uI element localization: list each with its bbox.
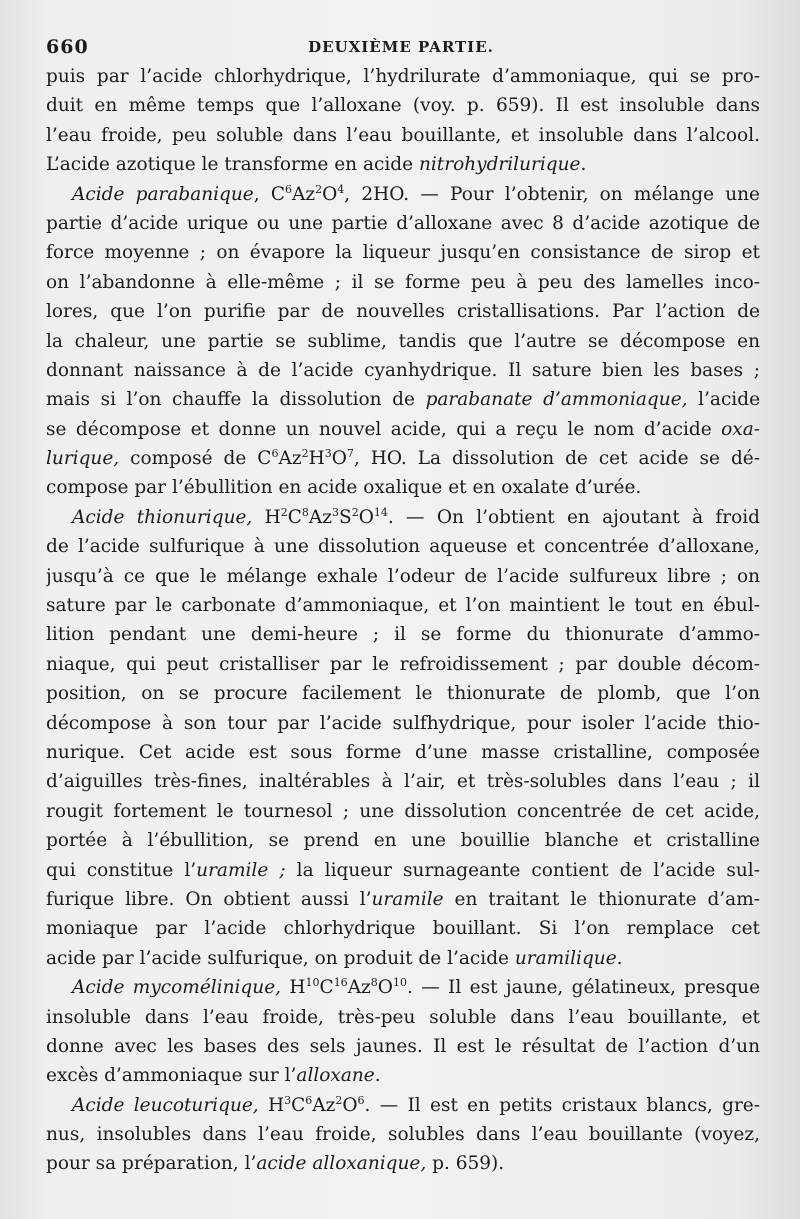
text-line [46, 91, 760, 120]
italic-term: oxa- [721, 418, 760, 440]
text-segment: C [291, 1094, 306, 1116]
text-segment: p. 659). [426, 1153, 505, 1175]
formula-superscript: 3 [324, 446, 332, 460]
text-segment: de l’acide sulfurique à une dissolution aqueuse et concentrée d’alloxane, [46, 536, 760, 558]
text-line [46, 532, 760, 561]
text-segment: portée à l’ébullition, se prend en une bouillie blanche et cristalline [46, 830, 760, 852]
text-segment: L’acide azotique le transforme en acide [46, 154, 419, 176]
text-segment: la liqueur surnageante contient de l’acide sul- [285, 859, 760, 881]
text-segment: , HO. La dissolution de cet acide se dé- [353, 448, 760, 470]
formula-superscript: 8 [370, 975, 378, 989]
text-line [46, 562, 760, 591]
text-segment: H [258, 1094, 285, 1116]
italic-term: Acide parabanique [72, 183, 254, 205]
text-line [46, 973, 760, 1002]
text-line [46, 62, 760, 91]
text-segment: partie d’acide urique ou une partie d’alloxane avec 8 d’acide azotique de [46, 212, 760, 234]
text-segment: H [252, 506, 281, 528]
text-segment: C [319, 977, 334, 999]
text-segment: O [322, 183, 338, 205]
text-line [46, 327, 760, 356]
text-segment: moniaque par l’acide chlorhydrique bouillant. Si l’on remplace cet [46, 918, 760, 940]
text-line [46, 1061, 760, 1090]
text-line [46, 591, 760, 620]
text-segment: lores, que l’on purifie par de nouvelles cristallisations. Par l’action de [46, 301, 760, 323]
formula-superscript: 2 [280, 505, 288, 519]
formula-superscript: 6 [357, 1093, 365, 1107]
formula-superscript: 14 [373, 505, 388, 519]
formula-superscript: 16 [333, 975, 348, 989]
text-segment: puis par l’acide chlorhydrique, l’hydrilurate d’ammoniaque, qui se pro- [46, 66, 760, 87]
italic-term: Acide mycomélinique, [72, 977, 282, 999]
text-segment: , 2HO. — Pour l’obtenir, on mélange une [344, 183, 760, 205]
page-number: 660 [46, 36, 89, 58]
text-line [46, 650, 760, 679]
text-line [46, 1149, 760, 1178]
formula-superscript: 10 [392, 975, 407, 989]
text-segment: nurique. Cet acide est sous forme d’une masse cristalline, composée [46, 741, 760, 763]
text-segment: l’eau froide, peu soluble dans l’eau bouillante, et insoluble dans l’alcool. [46, 124, 760, 146]
text-line [46, 738, 760, 767]
text-line [46, 797, 760, 826]
text-segment: décompose à son tour par l’acide sulfhydrique, pour isoler l’acide thio- [46, 712, 760, 734]
italic-term: nitrohydrilurique [418, 154, 581, 176]
formula-superscript: 2 [301, 446, 309, 460]
text-segment: . — Il est en petits cristaux blancs, gre- [364, 1094, 760, 1116]
text-segment: . [616, 947, 623, 969]
text-segment: Az [278, 448, 302, 470]
italic-term: uramilique [514, 947, 617, 969]
text-segment: excès d’ammoniaque sur l’ [46, 1065, 297, 1087]
formula-superscript: 2 [315, 182, 323, 196]
text-segment: force moyenne ; on évapore la liqueur jusqu’en consistance de sirop et [46, 242, 760, 264]
text-segment: jusqu’à ce que le mélange exhale l’odeur de l’acide sulfureux libre ; on [46, 565, 760, 587]
text-line [46, 503, 760, 532]
text-segment: . — On l’obtient en ajoutant à froid [387, 506, 760, 528]
text-line [46, 150, 760, 179]
text-segment: H [281, 977, 306, 999]
text-segment: compose par l’ébullition en acide oxalique et en oxalate d’urée. [46, 477, 642, 499]
text-segment: O [377, 977, 393, 999]
text-segment: . [580, 154, 587, 176]
text-line [46, 444, 760, 473]
text-line [46, 356, 760, 385]
text-segment: niaque, qui peut cristalliser par le refroidissement ; par double décom- [46, 653, 760, 675]
text-line [46, 385, 760, 414]
formula-superscript: 3 [332, 505, 340, 519]
formula-superscript: 8 [301, 505, 309, 519]
italic-term: Acide thionurique, [72, 506, 253, 528]
text-line [46, 914, 760, 943]
formula-superscript: 7 [346, 446, 354, 460]
text-segment: insoluble dans l’eau froide, très-peu soluble dans l’eau bouillante, et [46, 1006, 760, 1028]
text-segment: acide par l’acide sulfurique, on produit de l’acide [46, 947, 515, 969]
text-line [46, 1120, 760, 1149]
text-segment: composé de C [119, 448, 272, 470]
text-line [46, 709, 760, 738]
text-line [46, 1032, 760, 1061]
text-segment: Az [291, 183, 316, 205]
body-text [46, 62, 760, 1179]
italic-term: alloxane [296, 1065, 375, 1087]
text-line [46, 473, 760, 502]
text-segment: en traitant le thionurate d’am- [443, 888, 760, 910]
text-segment: . — Il est jaune, gélatineux, presque [406, 977, 760, 999]
formula-superscript: 2 [351, 505, 359, 519]
text-segment: la chaleur, une partie se sublime, tandis que l’autre se décompose en [46, 330, 760, 352]
formula-superscript: 4 [337, 182, 345, 196]
italic-term: Acide leucoturique, [72, 1094, 259, 1116]
text-segment: Az [308, 506, 333, 528]
text-line [46, 856, 760, 885]
running-head: DEUXIÈME PARTIE. [308, 38, 494, 56]
text-line [46, 297, 760, 326]
text-segment: position, on se procure facilement le thionurate de plomb, que l’on [46, 683, 760, 705]
italic-term: lurique, [46, 448, 120, 470]
text-line [46, 238, 760, 267]
text-line [46, 679, 760, 708]
text-segment: O [342, 1094, 358, 1116]
text-segment: , C [253, 183, 285, 205]
text-line [46, 885, 760, 914]
text-line [46, 209, 760, 238]
italic-term: uramile ; [196, 859, 286, 881]
italic-term: uramile [371, 888, 444, 910]
text-segment: O [331, 448, 347, 470]
text-segment: furique libre. On obtient aussi l’ [46, 888, 372, 910]
formula-superscript: 2 [335, 1093, 343, 1107]
text-segment: mais si l’on chauffe la dissolution de [46, 389, 426, 411]
text-segment: l’acide [687, 389, 760, 411]
text-segment: C [287, 506, 302, 528]
text-segment: rougit fortement le tournesol ; une dissolution concentrée de cet acide, [46, 800, 760, 822]
text-segment: se décompose et donne un nouvel acide, qui a reçu le nom d’acide [46, 418, 722, 440]
formula-superscript: 3 [284, 1093, 292, 1107]
text-segment: Az [312, 1094, 336, 1116]
text-segment: duit en même temps que l’alloxane (voy. p. 659). Il est insoluble dans [46, 95, 760, 117]
text-segment: pour sa préparation, l’ [46, 1153, 257, 1175]
page-header [46, 36, 756, 60]
text-segment: donnant naissance à de l’acide cyanhydrique. Il sature bien les bases ; [46, 359, 760, 381]
text-segment: S [339, 506, 352, 528]
text-segment: Az [347, 977, 371, 999]
text-segment: sature par le carbonate d’ammoniaque, et l’on maintient le tout en ébul- [46, 595, 760, 617]
text-line [46, 1003, 760, 1032]
text-segment: donne avec les bases des sels jaunes. Il est le résultat de l’action d’un [46, 1035, 760, 1057]
text-segment: d’aiguilles très-fines, inaltérables à l’air, et très-solubles dans l’eau ; il [46, 771, 760, 793]
text-segment: H [308, 448, 325, 470]
text-line [46, 826, 760, 855]
text-line [46, 944, 760, 973]
text-segment: lition pendant une demi-heure ; il se forme du thionurate d’ammo- [46, 624, 760, 646]
italic-term: parabanate d’ammoniaque, [425, 389, 688, 411]
text-segment: qui constitue l’ [46, 859, 197, 881]
text-segment: . [374, 1065, 381, 1087]
formula-superscript: 6 [284, 182, 292, 196]
formula-superscript: 10 [305, 975, 320, 989]
text-segment: O [358, 506, 374, 528]
formula-superscript: 6 [305, 1093, 313, 1107]
text-line [46, 121, 760, 150]
text-line [46, 180, 760, 209]
text-line [46, 1091, 760, 1120]
text-segment: nus, insolubles dans l’eau froide, solubles dans l’eau bouillante (voyez, [46, 1124, 760, 1146]
italic-term: acide alloxanique, [256, 1153, 427, 1175]
text-line [46, 415, 760, 444]
text-line [46, 620, 760, 649]
text-segment: on l’abandonne à elle-même ; il se forme peu à peu des lamelles inco- [46, 271, 760, 293]
text-line [46, 767, 760, 796]
text-line [46, 268, 760, 297]
formula-superscript: 6 [271, 446, 279, 460]
